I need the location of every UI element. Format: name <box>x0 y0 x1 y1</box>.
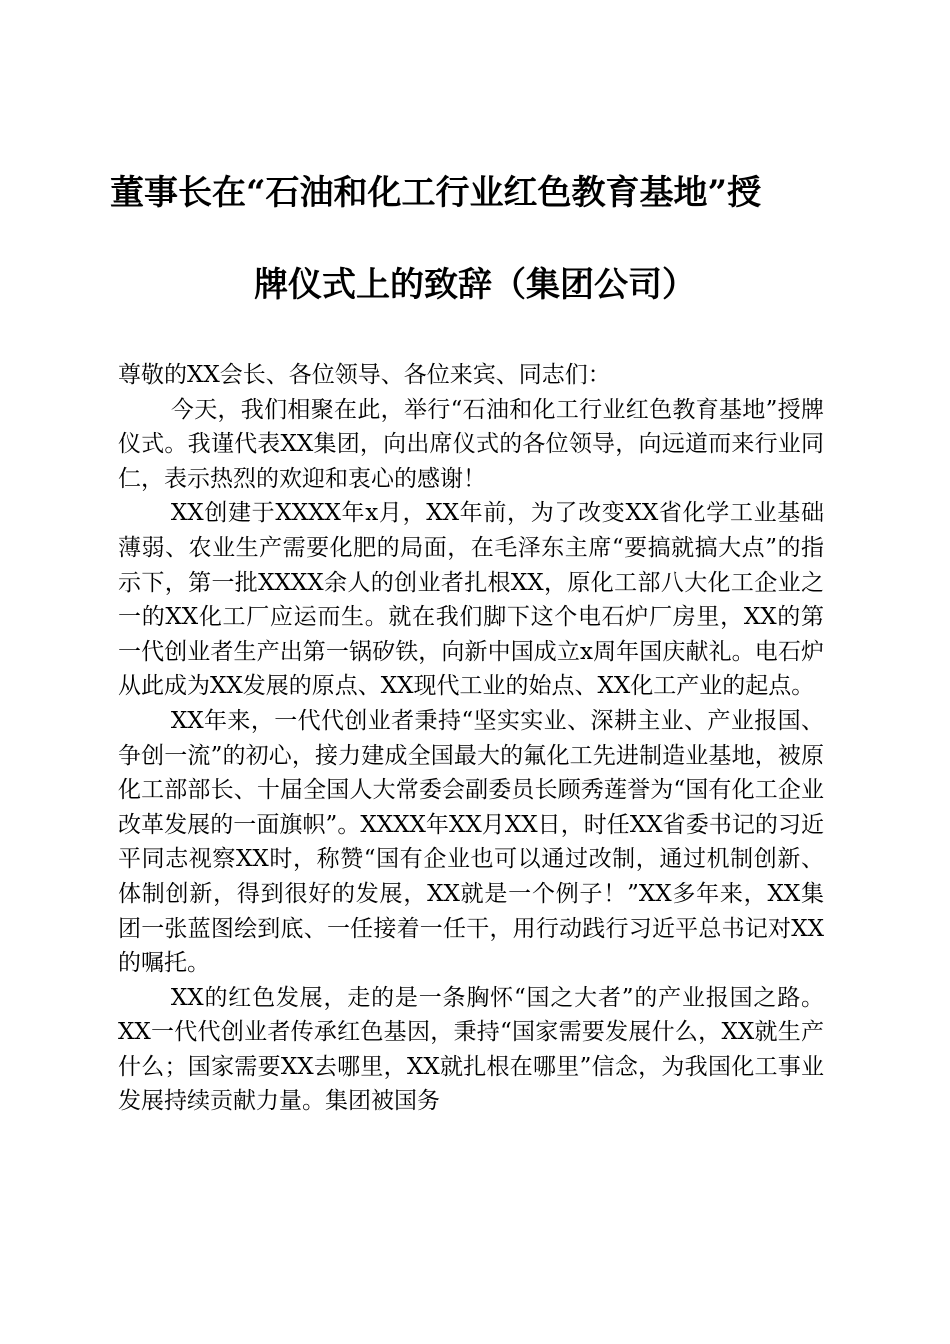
document-body <box>118 358 824 1119</box>
paragraph-1: 今天，我们相聚在此，举行“石油和化工行业红色教育基地”授牌仪式。我谨代表XX集团，向出席仪式的各位领导，向远道而来行业同仁，表示热烈的欢迎和衷心的感谢！ <box>118 396 824 492</box>
paragraph-2: XX创建于XXXX年x月，XX年前，为了改变XX省化学工业基础薄弱、农业生产需要化肥的局面，在毛泽东主席“要搞就搞大点”的指示下，第一批XXXX余人的创业者扎根XX，原化工部八大化工企业之一的XX化工厂应运而生。就在我们脚下这个电石炉厂房里，XX的第一代创业者生产出第一锅矽铁，向新中国成立x周年国庆献礼。电石炉从此成为XX发展的原点、XX现代工业的始点、XX化工产业的起点。 <box>118 500 824 700</box>
document-title-line-1: 董事长在“石油和化工行业红色教育基地”授 <box>110 173 762 213</box>
paragraph-4: XX的红色发展，走的是一条胸怀“国之大者”的产业报国之路。XX一代代创业者传承红色基因，秉持“国家需要发展什么，XX就生产什么；国家需要XX去哪里，XX就扎根在哪里”信念，为我国化工事业发展持续贡献力量。集团被国务 <box>118 984 824 1115</box>
document-title-line-2: 牌仪式上的致辞（集团公司） <box>254 265 696 305</box>
paragraph-3: XX年来，一代代创业者秉持“坚实实业、深耕主业、产业报国、争创一流”的初心，接力建成全国最大的氟化工先进制造业基地，被原化工部部长、十届全国人大常委会副委员长顾秀莲誉为“国有化工企业改革发展的一面旗帜”。XXXX年XX月XX日，时任XX省委书记的习近平同志视察XX时，称赞“国有企业也可以通过改制，通过机制创新、体制创新，得到很好的发展，XX就是一个例子！”XX多年来，XX集团一张蓝图绘到底、一任接着一任干，用行动践行习近平总书记对XX的嘱托。 <box>118 707 824 977</box>
salutation: 尊敬的XX会长、各位领导、各位来宾、同志们： <box>118 362 611 388</box>
